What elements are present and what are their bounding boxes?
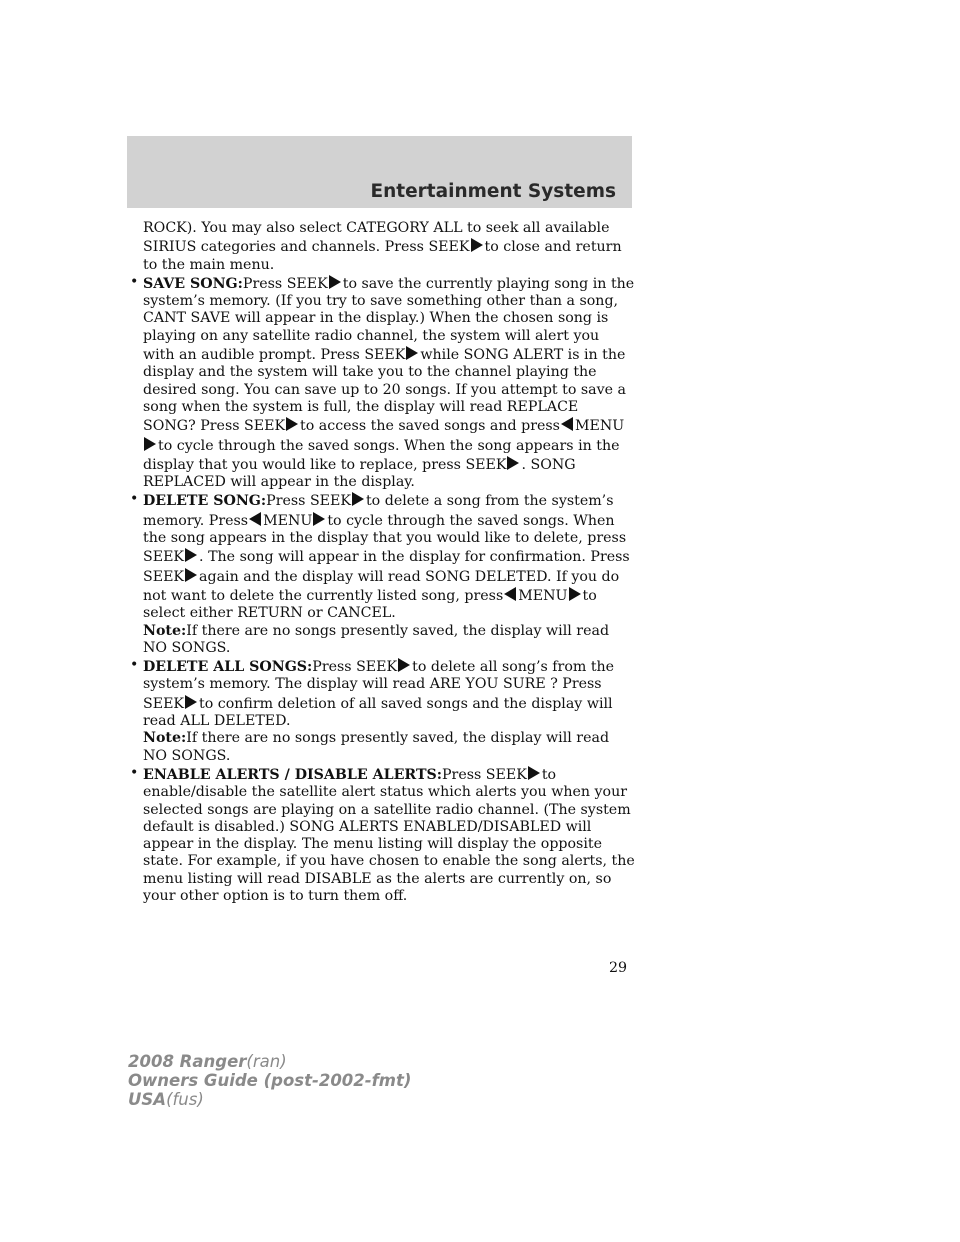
footer-guide-line: Owners Guide (post-2002-fmt) [128,1071,412,1090]
menu-left-icon [249,512,261,526]
bullet-icon: • [130,657,139,674]
alerts-label: ENABLE ALERTS / DISABLE ALERTS: [143,766,443,783]
delete-all-label: DELETE ALL SONGS: [143,659,313,676]
menu-right-icon [144,437,156,451]
seek-right-icon [352,492,364,506]
bullet-icon: • [130,764,139,781]
bullet-icon: • [130,491,139,508]
list-item-save-song: • SAVE SONG:Press SEEK to save the currently playing song in the system’s memory. (If you try to save something other than a song, CANT SAVE will appear in the display.) When the chosen song is playing on any satellite radio channel, the system will alert you with an audible prompt. Press SEEK while SONG ALERT is in the display and the system will take you to the channel playing the desired song. You can save up to 20 songs. If you attempt to save a song when the system is full, the display will read REPLACE SONG? Press SEEK to access the saved songs and press MENUto cycle through the saved songs. When the song appears in the display that you would like to replace, press SEEK . SONG REPLACED will appear in the display. [130,273,635,491]
seek-right-icon [185,548,197,562]
list-item-delete-song: • DELETE SONG:Press SEEK to delete a song from the system’s memory. Press MENU to cycle through the saved songs. When the song appears in the display that you would like to delete, press SEEK . The song will appear in the display for confirmation. Press SEEK again and the display will read SONG DELETED. If you do not want to delete the currently listed song, press MENU to select either RETURN or CANCEL. Note:If there are no songs presently saved, the display will read NO SONGS. [130,491,630,656]
intro-paragraph: ROCK). You may also select CATEGORY ALL to seek all available SIRIUS categories and channels. Press SEEK to close and return to the main menu. [143,220,622,273]
document-footer [128,1052,411,1109]
note-label: Note: [143,730,187,747]
section-title: Entertainment Systems [370,181,616,202]
bullet-icon: • [130,273,139,290]
page-number: 29 [609,960,628,976]
list-item-delete-all-songs: • DELETE ALL SONGS:Press SEEK to delete all song’s from the system’s memory. The display will read ARE YOU SURE ? Press SEEK to confirm deletion of all saved songs and the display will read ALL DELETED. Note:If there are no songs presently saved, the display will read NO SONGS. [130,657,615,764]
seek-right-icon [329,275,341,289]
section-header [127,136,632,208]
manual-body [130,220,635,905]
note-label: Note: [143,622,187,639]
menu-left-icon [504,587,516,601]
seek-right-icon [528,766,540,780]
list-item-alerts: • ENABLE ALERTS / DISABLE ALERTS:Press SEEK to enable/disable the satellite alert status which alerts you when your selected songs are playing on a satellite radio channel. (The system default is disabled.) SONG ALERTS ENABLED/DISABLED will appear in the display. The menu listing will display the opposite state. For example, if you have chosen to enable the song alerts, the menu listing will read DISABLE as the alerts are currently on, so your other option is to turn them off. [130,764,635,904]
seek-right-icon [398,658,410,672]
menu-right-icon [313,512,325,526]
seek-right-icon [185,695,197,709]
seek-right-icon [471,238,483,252]
footer-region-line: USA(fus) [128,1090,204,1109]
seek-right-icon [507,456,519,470]
seek-right-icon [286,417,298,431]
footer-model-line: 2008 Ranger(ran) [128,1052,287,1071]
menu-right-icon [569,587,581,601]
save-song-label: SAVE SONG: [143,275,243,292]
delete-song-label: DELETE SONG: [143,493,267,510]
seek-right-icon [406,346,418,360]
seek-right-icon [185,568,197,582]
menu-left-icon [561,417,573,431]
